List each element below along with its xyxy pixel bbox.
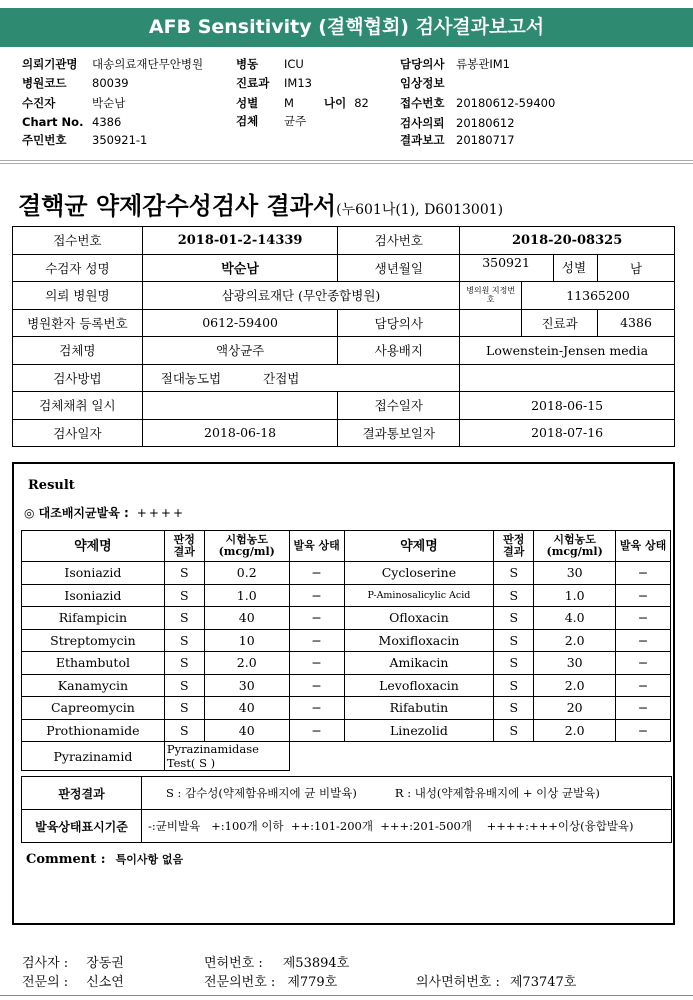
growth: − bbox=[616, 674, 671, 697]
comment-label: Comment : bbox=[26, 852, 106, 867]
judge: S bbox=[494, 652, 534, 675]
conc: 2.0 bbox=[534, 719, 616, 742]
doc-license bbox=[416, 971, 576, 990]
drug-header-2: 약제명 bbox=[344, 531, 494, 562]
hospital: 삼광의료재단 (무안종합병원) bbox=[142, 282, 459, 310]
patient-label: 수진자 bbox=[22, 96, 56, 110]
growth-legend-label: 발육상태표시기준 bbox=[22, 810, 142, 843]
tester-label: 검사자 : bbox=[22, 956, 69, 971]
judge: S bbox=[494, 674, 534, 697]
table-row bbox=[22, 607, 671, 630]
judge: S bbox=[164, 629, 204, 652]
specialist-value: 신소연 bbox=[86, 975, 124, 990]
judge: S bbox=[164, 607, 204, 630]
judge-legend-r: R : 내성(약제함유배지에 + 이상 균발육) bbox=[394, 786, 600, 800]
conc: 40 bbox=[204, 607, 289, 630]
drug-name: Moxifloxacin bbox=[344, 629, 494, 652]
growth: − bbox=[289, 584, 344, 607]
conc-header-2: 시험농도 (mcg/ml) bbox=[534, 531, 616, 562]
table-row bbox=[13, 364, 675, 392]
drug-name: P-Aminosalicylic Acid bbox=[344, 584, 494, 607]
method-cell bbox=[142, 364, 459, 392]
growth: − bbox=[616, 562, 671, 585]
judge-legend-s: S : 감수성(약제함유배지에 균 비발육) bbox=[166, 786, 357, 800]
growth: − bbox=[616, 584, 671, 607]
sex: 남 bbox=[598, 254, 675, 282]
specimen-row bbox=[236, 113, 306, 129]
judge: S bbox=[494, 697, 534, 720]
spec-no-label: 전문의번호 : bbox=[204, 975, 276, 990]
doctor-label-cell: 담당의사 bbox=[338, 309, 460, 337]
table-row bbox=[22, 777, 672, 810]
test-no: 2018-20-08325 bbox=[460, 227, 675, 255]
medium: Lowenstein-Jensen media bbox=[460, 337, 675, 365]
method-2: 간접법 bbox=[263, 370, 300, 386]
comment bbox=[26, 851, 183, 867]
sex-row bbox=[236, 95, 369, 111]
receipt-no: 2018-01-2-14339 bbox=[142, 227, 338, 255]
growth: − bbox=[289, 719, 344, 742]
drug-name: Ofloxacin bbox=[344, 607, 494, 630]
request-value: 20180612 bbox=[456, 116, 515, 130]
dept-label: 진료과 bbox=[236, 76, 270, 90]
judge-legend-label: 판정결과 bbox=[22, 777, 142, 810]
drug-name: Rifabutin bbox=[344, 697, 494, 720]
doctor-label: 담당의사 bbox=[400, 57, 445, 71]
growth: − bbox=[289, 652, 344, 675]
notify: 2018-07-16 bbox=[460, 419, 675, 447]
table-row bbox=[13, 254, 675, 282]
table-row bbox=[13, 309, 675, 337]
ward-label: 병동 bbox=[236, 57, 259, 71]
inst-row bbox=[22, 56, 203, 72]
drug-name: Prothionamide bbox=[22, 719, 165, 742]
patient-value: 박순남 bbox=[92, 96, 126, 110]
growth: − bbox=[616, 719, 671, 742]
judge: S bbox=[494, 607, 534, 630]
drug-name: Streptomycin bbox=[22, 629, 165, 652]
pza-value: Pyrazinamidase Test( S ) bbox=[164, 742, 289, 771]
report-banner: AFB Sensitivity (결핵협회) 검사결과보고서 bbox=[0, 8, 693, 47]
drug-name: Rifampicin bbox=[22, 607, 165, 630]
conc: 4.0 bbox=[534, 607, 616, 630]
table-row bbox=[22, 810, 672, 843]
pza-drug: Pyrazinamid bbox=[22, 742, 165, 771]
judge: S bbox=[494, 719, 534, 742]
dob: 350921 bbox=[482, 254, 530, 270]
chart-row bbox=[22, 115, 121, 129]
reg-no: 0612-59400 bbox=[142, 309, 338, 337]
specialist bbox=[22, 971, 124, 990]
growth: − bbox=[616, 607, 671, 630]
code-label: 병원코드 bbox=[22, 76, 67, 90]
rrn-row bbox=[22, 132, 147, 148]
drug-table bbox=[21, 530, 671, 771]
conc: 30 bbox=[204, 674, 289, 697]
growth: − bbox=[289, 562, 344, 585]
specimen-cell: 액상균주 bbox=[142, 337, 338, 365]
drug-name: Levofloxacin bbox=[344, 674, 494, 697]
receipt-value: 20180612-59400 bbox=[456, 96, 556, 110]
report-value: 20180717 bbox=[456, 133, 515, 147]
dept-value: IM13 bbox=[284, 76, 312, 90]
judge: S bbox=[494, 629, 534, 652]
report-label: 결과보고 bbox=[400, 133, 445, 147]
spec-no bbox=[204, 971, 337, 990]
clinical-row bbox=[400, 75, 460, 91]
conc: 40 bbox=[204, 719, 289, 742]
sex-label: 성별 bbox=[236, 96, 259, 110]
code-row bbox=[22, 75, 129, 91]
growth: − bbox=[289, 607, 344, 630]
growth: − bbox=[616, 629, 671, 652]
conc: 2.0 bbox=[534, 629, 616, 652]
test-no-label: 검사번호 bbox=[338, 227, 460, 255]
doc-license-label: 의사면허번호 : bbox=[416, 975, 500, 990]
judge: S bbox=[164, 719, 204, 742]
growth: − bbox=[616, 652, 671, 675]
conc: 1.0 bbox=[534, 584, 616, 607]
table-row bbox=[13, 282, 675, 310]
ward-row bbox=[236, 56, 304, 72]
method-empty bbox=[460, 364, 675, 392]
ward-value: ICU bbox=[284, 57, 304, 71]
license-value: 제53894호 bbox=[282, 956, 350, 971]
request-row bbox=[400, 115, 515, 131]
receive-label: 접수일자 bbox=[338, 392, 460, 420]
medium-label: 사용배지 bbox=[338, 337, 460, 365]
dob-cell bbox=[460, 254, 598, 282]
drug-name: Isoniazid bbox=[22, 562, 165, 585]
control-value: ++++ bbox=[136, 506, 185, 520]
dept-row bbox=[236, 75, 312, 91]
pza-empty bbox=[289, 742, 670, 771]
hosp-no-label: 병의원 지정번호 bbox=[460, 282, 522, 310]
growth-header-2: 발육 상태 bbox=[616, 531, 671, 562]
growth-legend: -:균비발육 +:100개 이하 ++:101-200개 +++:201-500개 ++++:+++이상(융합발육) bbox=[142, 810, 672, 843]
report-subtitle: (누601나(1), D6013001) bbox=[336, 202, 504, 218]
comment-value: 특이사항 없음 bbox=[115, 853, 184, 866]
collect-label: 검체채취 일시 bbox=[13, 392, 143, 420]
growth: − bbox=[289, 697, 344, 720]
conc: 30 bbox=[534, 562, 616, 585]
growth: − bbox=[289, 629, 344, 652]
reg-label: 병원환자 등록번호 bbox=[13, 309, 143, 337]
conc: 10 bbox=[204, 629, 289, 652]
clinical-label: 임상정보 bbox=[400, 76, 445, 90]
result-title: Result bbox=[28, 478, 75, 493]
report-row bbox=[400, 132, 515, 148]
table-row bbox=[22, 652, 671, 675]
table-row bbox=[13, 337, 675, 365]
specialist-label: 전문의 : bbox=[22, 975, 69, 990]
control-label: ◎ 대조배지균발육 : bbox=[24, 506, 129, 520]
specimen-value: 균주 bbox=[284, 114, 307, 128]
drug-name: Linezolid bbox=[344, 719, 494, 742]
conc: 30 bbox=[534, 652, 616, 675]
conc: 2.0 bbox=[534, 674, 616, 697]
drug-name: Ethambutol bbox=[22, 652, 165, 675]
result-section bbox=[12, 462, 675, 925]
drug-table-header bbox=[22, 531, 671, 562]
judge: S bbox=[164, 674, 204, 697]
receipt-row bbox=[400, 95, 555, 111]
age-value: 82 bbox=[354, 96, 369, 110]
drug-name: Kanamycin bbox=[22, 674, 165, 697]
conc: 20 bbox=[534, 697, 616, 720]
dept-label-cell: 진료과 bbox=[522, 309, 598, 337]
method-1: 절대농도법 bbox=[160, 370, 222, 386]
dept-cell: 4386 bbox=[598, 309, 675, 337]
report-title bbox=[18, 186, 503, 221]
test-date-label: 검사일자 bbox=[13, 419, 143, 447]
rrn-value: 350921-1 bbox=[92, 133, 148, 147]
license bbox=[204, 952, 349, 971]
sex-value: M bbox=[284, 96, 294, 110]
table-row bbox=[22, 674, 671, 697]
drug-name: Amikacin bbox=[344, 652, 494, 675]
code-value: 80039 bbox=[92, 76, 129, 90]
judge-legend bbox=[142, 777, 672, 810]
conc: 40 bbox=[204, 697, 289, 720]
table-row bbox=[13, 392, 675, 420]
inst-label: 의뢰기관명 bbox=[22, 57, 78, 71]
report-title-text: 결핵균 약제감수성검사 결과서 bbox=[18, 191, 337, 220]
growth-header: 발육 상태 bbox=[289, 531, 344, 562]
table-row bbox=[13, 419, 675, 447]
bottom-divider bbox=[0, 995, 693, 996]
doctor-cell bbox=[460, 309, 522, 337]
pza-row bbox=[22, 742, 671, 771]
growth: − bbox=[289, 674, 344, 697]
doctor-value: 류봉관IM1 bbox=[456, 57, 510, 71]
judge: S bbox=[494, 584, 534, 607]
conc-header: 시험농도 (mcg/ml) bbox=[204, 531, 289, 562]
hospital-label: 의뢰 병원명 bbox=[13, 282, 143, 310]
table-row bbox=[22, 584, 671, 607]
legend-table bbox=[21, 776, 672, 843]
dob-label: 생년월일 bbox=[338, 254, 460, 282]
tester-value: 장동권 bbox=[86, 956, 124, 971]
doctor-row bbox=[400, 56, 510, 72]
age-label: 나이 bbox=[324, 96, 347, 110]
conc: 1.0 bbox=[204, 584, 289, 607]
request-label: 검사의뢰 bbox=[400, 116, 445, 130]
conc: 2.0 bbox=[204, 652, 289, 675]
patient-name: 박순남 bbox=[142, 254, 338, 282]
license-label: 면허번호 : bbox=[204, 956, 263, 971]
control-growth bbox=[24, 504, 185, 521]
judge: S bbox=[164, 562, 204, 585]
notify-label: 결과통보일자 bbox=[338, 419, 460, 447]
table-row bbox=[22, 697, 671, 720]
patient-info-table bbox=[12, 226, 675, 447]
receipt-no-label: 접수번호 bbox=[13, 227, 143, 255]
tester bbox=[22, 952, 124, 971]
hosp-no: 11365200 bbox=[522, 282, 675, 310]
test-date: 2018-06-18 bbox=[142, 419, 338, 447]
receipt-label: 접수번호 bbox=[400, 96, 445, 110]
table-row bbox=[22, 719, 671, 742]
drug-header: 약제명 bbox=[22, 531, 165, 562]
sex-label-cell: 성별 bbox=[553, 255, 594, 281]
judge: S bbox=[164, 652, 204, 675]
chart-value: 4386 bbox=[92, 115, 122, 129]
receive: 2018-06-15 bbox=[460, 392, 675, 420]
doc-license-value: 제73747호 bbox=[509, 975, 577, 990]
patient-name-label: 수검자 성명 bbox=[13, 254, 143, 282]
rrn-label: 주민번호 bbox=[22, 133, 67, 147]
drug-name: Capreomycin bbox=[22, 697, 165, 720]
judge: S bbox=[164, 584, 204, 607]
conc: 0.2 bbox=[204, 562, 289, 585]
drug-name: Cycloserine bbox=[344, 562, 494, 585]
specimen-label: 검체 bbox=[236, 114, 259, 128]
growth: − bbox=[616, 697, 671, 720]
method-label: 검사방법 bbox=[13, 364, 143, 392]
table-row bbox=[22, 629, 671, 652]
header-divider bbox=[0, 160, 693, 164]
drug-name: Isoniazid bbox=[22, 584, 165, 607]
spec-no-value: 제779호 bbox=[287, 975, 338, 990]
judge-header: 판정 결과 bbox=[164, 531, 204, 562]
collect bbox=[142, 392, 338, 420]
specimen-label-cell: 검체명 bbox=[13, 337, 143, 365]
judge-header-2: 판정 결과 bbox=[494, 531, 534, 562]
chart-label: Chart No. bbox=[22, 115, 84, 129]
patient-row bbox=[22, 95, 125, 111]
table-row bbox=[13, 227, 675, 255]
judge: S bbox=[164, 697, 204, 720]
table-row bbox=[22, 562, 671, 585]
inst-value: 대송의료재단무안병원 bbox=[92, 57, 204, 71]
judge: S bbox=[494, 562, 534, 585]
